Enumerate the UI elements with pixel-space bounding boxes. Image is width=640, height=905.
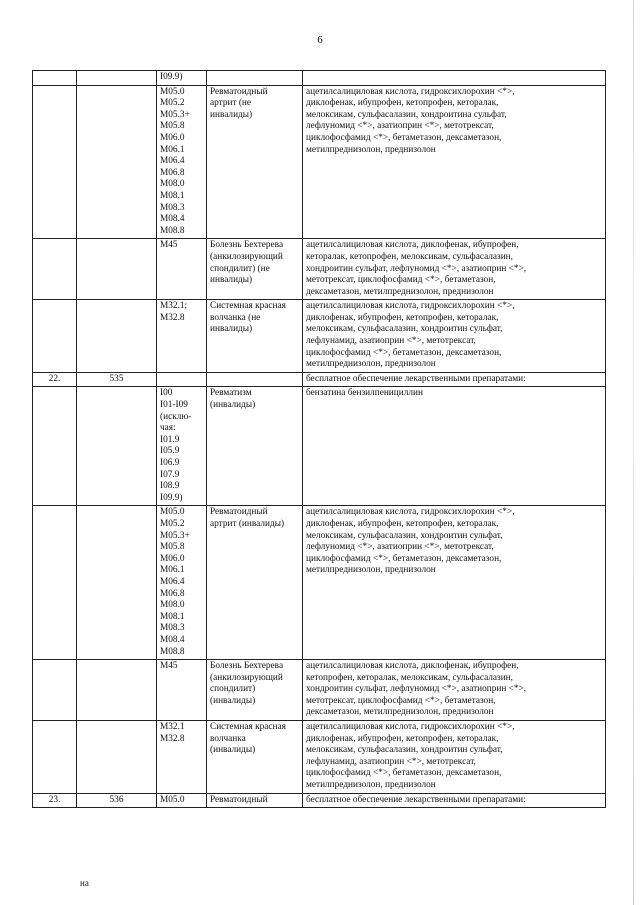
cell-line: бензатина бензилпенициллин <box>306 388 423 399</box>
mkb-codes-cell <box>157 793 207 808</box>
cell-line: M06.4 <box>160 156 185 167</box>
cell-line: циклофосфамид <*>, бетаметазон, дексаметазон, <box>306 768 502 779</box>
row-number-cell <box>33 85 77 239</box>
drugs-cell <box>303 387 606 506</box>
cell-line: (исклю- <box>160 411 192 422</box>
cell-line: инвалиды) <box>210 324 253 335</box>
cell-line: артрит (инвалиды) <box>210 518 285 529</box>
cell-line: M08.8 <box>160 646 185 657</box>
table-row <box>33 721 606 794</box>
cell-line: M06.1 <box>160 144 185 155</box>
cell-line: дексаметазон, метилпреднизолон, преднизолон <box>306 707 494 718</box>
cell-line: метотрексат, циклофосфамид <*>, бетаметазон, <box>306 275 496 286</box>
mkb-codes-cell <box>157 239 207 300</box>
cell-line: инвалиды) <box>210 275 253 286</box>
cell-line: M08.3 <box>160 202 185 213</box>
cell-line: диклофенак, ибупрофен, кетопрофен, кеторалак, <box>306 98 499 109</box>
cell-line: метилпреднизолон, преднизолон <box>306 565 436 576</box>
cell-line: I01.9 <box>160 434 180 445</box>
row-number-cell <box>33 506 77 660</box>
drugs-cell <box>303 239 606 300</box>
cell-line: M05.8 <box>160 121 185 132</box>
row-number-cell <box>33 239 77 300</box>
mkb-codes-cell <box>157 85 207 239</box>
drugs-cell <box>303 721 606 794</box>
cell-line: лефлуномид <*>, азатиоприн <*>, метотрексат, <box>306 542 494 553</box>
cell-line: M32.1; <box>160 301 188 312</box>
mkb-codes-cell <box>157 660 207 721</box>
cell-line: волчанка <box>210 733 246 744</box>
cell-line: M06.0 <box>160 132 185 143</box>
drugs-cell <box>303 793 606 808</box>
cell-line: циклофосфамид <*>, бетаметазон, дексаметазон, <box>306 347 502 358</box>
drugs-cell <box>303 85 606 239</box>
cell-line: (анкилозирующий <box>210 251 283 262</box>
row-number-cell <box>33 300 77 373</box>
diagnosis-cell <box>207 239 303 300</box>
drugs-cell <box>303 660 606 721</box>
code-cell: 536 <box>77 793 157 808</box>
cell-line: инвалиды) <box>210 109 253 120</box>
medication-table <box>32 70 606 808</box>
cell-line: Ревматоидный <box>210 86 268 97</box>
cell-line: лефлунамид, азатиоприн <*>, метотрексат, <box>306 336 476 347</box>
cell-line: M05.0 <box>160 507 185 518</box>
diagnosis-cell <box>207 71 303 86</box>
row-number-cell: 23. <box>33 793 77 808</box>
table-row <box>33 793 606 808</box>
cell-line: Болезнь Бехтерева <box>210 661 284 672</box>
cell-line: бесплатное обеспечение лекарственными препаратами: <box>306 794 526 805</box>
cell-line: M05.0 <box>160 794 185 805</box>
table-row <box>33 239 606 300</box>
cell-line: кетопрофен, кеторалак, мелоксикам, сульфасалазин, <box>306 672 513 683</box>
cell-line: Ревматоидный <box>210 507 268 518</box>
mkb-codes-cell <box>157 71 207 86</box>
cell-line: I08.9 <box>160 481 180 492</box>
cell-line: M05.8 <box>160 542 185 553</box>
cell-line: Системная красная <box>210 301 286 312</box>
cell-line: Болезнь Бехтерева <box>210 240 284 251</box>
cell-line: M05.3+ <box>160 530 190 541</box>
cell-line: чая: <box>160 423 176 434</box>
cell-line: I06.9 <box>160 458 180 468</box>
table-row <box>33 71 606 86</box>
page-number: 6 <box>317 34 323 46</box>
empty-cell <box>207 372 303 387</box>
cell-line: M05.2 <box>160 518 185 529</box>
diagnosis-cell <box>207 387 303 506</box>
diagnosis-cell <box>207 721 303 794</box>
cell-line: M32.8 <box>160 312 185 323</box>
mkb-codes-cell <box>157 506 207 660</box>
cell-line: M08.3 <box>160 623 185 634</box>
cell-line: ацетилсалициловая кислота, гидроксихлорохин <*>, <box>306 86 515 97</box>
provision-text-cell: бесплатное обеспечение лекарственными препаратами: <box>303 372 606 387</box>
scan-edge <box>633 0 634 905</box>
cell-line: M05.3+ <box>160 109 190 120</box>
cell-line: кеторалак, кетопрофен, мелоксикам, сульфасалазин, <box>306 251 513 262</box>
cell-line: ацетилсалициловая кислота, гидроксихлорохин <*>, <box>306 301 515 312</box>
drugs-cell <box>303 506 606 660</box>
cell-line: мелоксикам, сульфасалазин, хондроитин сульфат, <box>306 530 503 541</box>
cell-line: I00 <box>160 388 173 399</box>
cell-line: (инвалиды) <box>210 695 256 706</box>
diagnosis-cell <box>207 85 303 239</box>
cell-line: мелоксикам, сульфасалазин, хондроитин сульфат, <box>306 324 503 335</box>
code-cell <box>77 300 157 373</box>
cell-line: Системная красная <box>210 722 286 733</box>
cell-line: ацетилсалициловая кислота, гидроксихлорохин <*>, <box>306 507 515 518</box>
cell-line: M45 <box>160 240 178 251</box>
cell-line: M05.0 <box>160 86 185 97</box>
cell-line: M06.8 <box>160 588 185 599</box>
row-number-cell <box>33 387 77 506</box>
cell-line: M06.0 <box>160 553 185 564</box>
cell-line: M06.1 <box>160 565 185 576</box>
table-row <box>33 387 606 506</box>
cell-line: M06.4 <box>160 576 185 587</box>
cell-line: M05.2 <box>160 98 185 109</box>
cell-line: ацетилсалициловая кислота, диклофенак, ибупрофен, <box>306 661 519 672</box>
cell-line: мелоксикам, сульфасалазин, хондроитин сульфат, <box>306 745 503 756</box>
cell-line: M08.1 <box>160 190 185 201</box>
cell-line: мелоксикам, сульфасалазин, хондроитина сульфат, <box>306 109 507 120</box>
cell-line: (инвалиды) <box>210 400 256 411</box>
cell-line: Ревматизм <box>210 388 252 399</box>
diagnosis-cell <box>207 793 303 808</box>
table-row <box>33 85 606 239</box>
cell-line: диклофенак, ибупрофен, кетопрофен, кеторалак, <box>306 733 499 744</box>
cell-line: циклофосфамид <*>, бетаметазон, дексаметазон, <box>306 553 502 564</box>
cell-line: (инвалиды) <box>210 745 256 756</box>
table-row <box>33 660 606 721</box>
table-row <box>33 300 606 373</box>
row-number-cell <box>33 721 77 794</box>
row-number-cell: 22. <box>33 372 77 387</box>
code-cell <box>77 660 157 721</box>
cell-line: M08.0 <box>160 179 185 190</box>
row-number-cell <box>33 660 77 721</box>
cell-line: I09.9) <box>160 492 183 503</box>
cell-line: лефлуномид <*>, азатиоприн <*>, метотрексат, <box>306 121 494 132</box>
diagnosis-cell <box>207 660 303 721</box>
code-cell <box>77 721 157 794</box>
code-cell: 535 <box>77 372 157 387</box>
cell-line: волчанка (не <box>210 312 261 323</box>
cell-line: Ревматоидный <box>210 794 268 805</box>
cell-line: (анкилозирующий <box>210 672 283 683</box>
code-cell <box>77 239 157 300</box>
cell-line: хондроитин сульфат, лефлуномид <*>, азатиоприн <*>, <box>306 684 527 695</box>
code-cell <box>77 85 157 239</box>
drugs-cell <box>303 300 606 373</box>
mkb-codes-cell <box>157 387 207 506</box>
cell-line: I07.9 <box>160 469 180 480</box>
code-cell <box>77 387 157 506</box>
cell-line: диклофенак, ибупрофен, кетопрофен, кеторалак, <box>306 518 499 529</box>
code-cell <box>77 71 157 86</box>
footer-mark: на <box>80 878 89 888</box>
code-cell <box>77 506 157 660</box>
cell-line: M32.1 <box>160 722 185 733</box>
cell-line: диклофенак, ибупрофен, кетопрофен, кеторалак, <box>306 312 499 323</box>
cell-line: M08.8 <box>160 225 185 236</box>
cell-line: M08.0 <box>160 600 185 611</box>
cell-line: M06.8 <box>160 167 185 178</box>
cell-line: I05.9 <box>160 446 180 457</box>
row-number-cell <box>33 71 77 86</box>
mkb-codes-cell <box>157 721 207 794</box>
cell-line: метилпреднизолон, преднизолон <box>306 359 436 370</box>
cell-line: ацетилсалициловая кислота, гидроксихлорохин <*>, <box>306 722 515 733</box>
cell-line: дексаметазон, метилпреднизолон, преднизолон <box>306 286 494 297</box>
cell-line: циклофосфамид <*>, бетаметазон, дексаметазон, <box>306 132 502 143</box>
drugs-cell <box>303 71 606 86</box>
mkb-codes-cell <box>157 300 207 373</box>
table-row <box>33 506 606 660</box>
cell-line: I01-I09 <box>160 400 188 411</box>
empty-cell <box>157 372 207 387</box>
cell-line: M08.4 <box>160 214 185 225</box>
table-row <box>33 372 606 387</box>
diagnosis-cell <box>207 506 303 660</box>
diagnosis-cell <box>207 300 303 373</box>
cell-line: спондилит) (не <box>210 263 270 274</box>
cell-line: хондроитин сульфат, лефлуномид <*>, азатиоприн <*>, <box>306 263 527 274</box>
cell-line: M08.4 <box>160 634 185 645</box>
cell-line: спондилит) <box>210 684 256 695</box>
cell-line: M45 <box>160 661 178 672</box>
cell-line: метилпреднизолон, преднизолон <box>306 780 436 791</box>
cell-line: M32.8 <box>160 733 185 744</box>
cell-line: метилпреднизолон, преднизолон <box>306 144 436 155</box>
cell-line: метотрексат, циклофосфамид <*>, бетаметазон, <box>306 695 496 706</box>
cell-line: ацетилсалициловая кислота, диклофенак, ибупрофен, <box>306 240 519 251</box>
cell-line: лефлунамид, азатиоприн <*>, метотрексат, <box>306 756 476 767</box>
cell-line: M08.1 <box>160 611 185 622</box>
cell-line: I09.9) <box>160 72 183 82</box>
cell-line: артрит (не <box>210 98 252 109</box>
